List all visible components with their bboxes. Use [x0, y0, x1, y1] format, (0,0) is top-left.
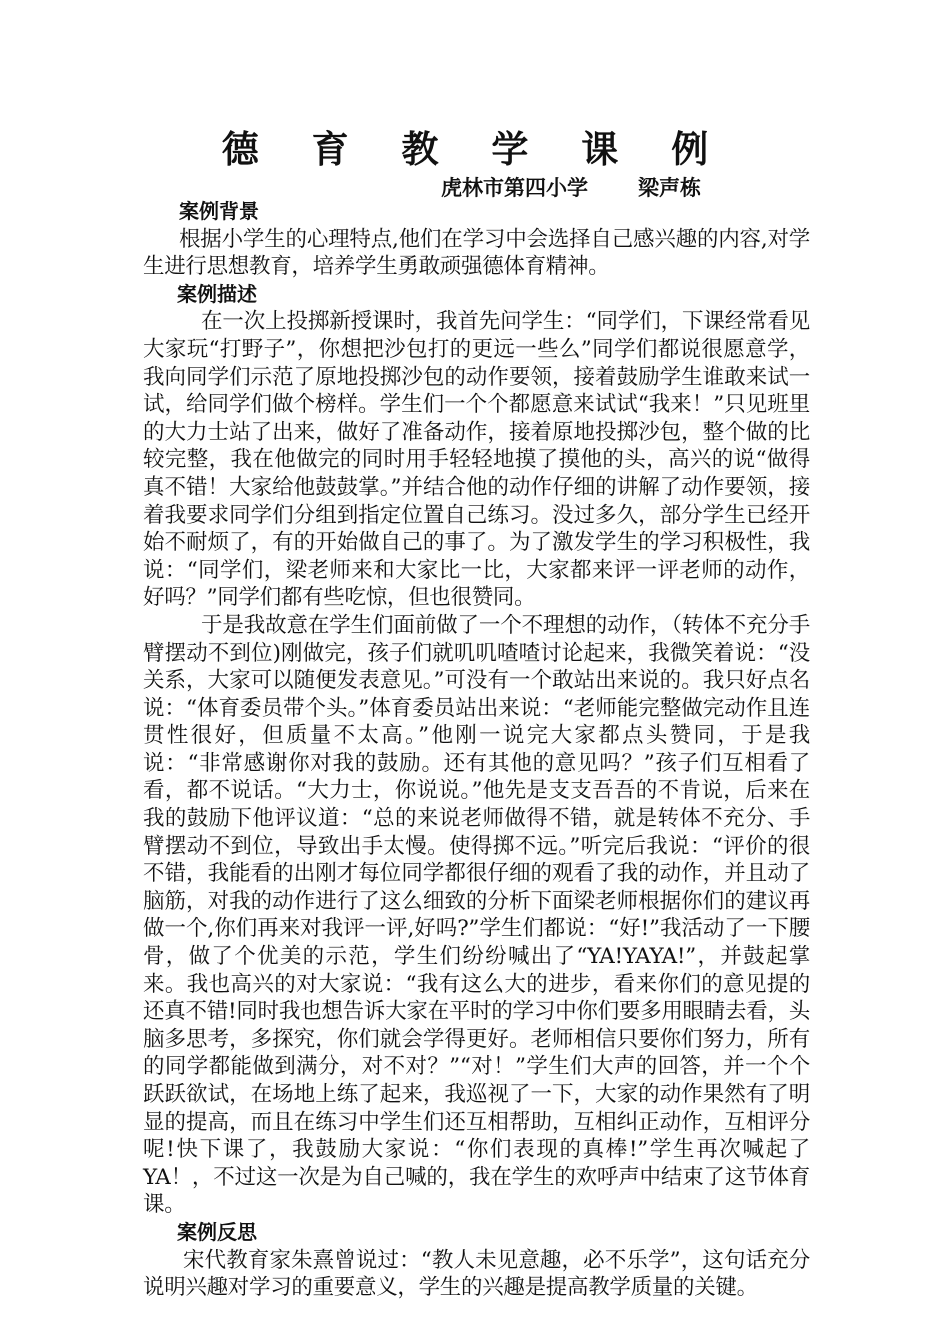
school-name: 虎林市第四小学	[441, 176, 588, 200]
description-paragraph-1: 在一次上投掷新授课时，我首先问学生：“同学们，下课经常看见大家玩“打野子”，你想把沙包打的更远一些么”同学们都说很愿意学，我向同学们示范了原地投掷沙包的动作要领，接着鼓励学生谁敢来试一试，给同学们做个榜样。学生们一个个都愿意来试试“我来！”只见班里的大力士站了出来，做好了准备动作，接着原地投掷沙包，整个做的比较完整，我在他做完的同时用手轻轻地摸了摸他的头，高兴的说“做得真不错！大家给他鼓鼓掌。”并结合他的动作仔细的讲解了动作要领，接着我要求同学们分组到指定位置自己练习。没过多久，部分学生已经开始不耐烦了，有的开始做自己的事了。为了激发学生的学习积极性，我说：“同学们，梁老师来和大家比一比，大家都来评一评老师的动作，好吗？”同学们都有些吃惊，但也很赞同。	[143, 309, 810, 611]
section-heading-reflection: 案例反思	[177, 1219, 257, 1244]
section-heading-background: 案例背景	[179, 199, 259, 223]
document-title: 德 育 教 学 课 例	[221, 128, 729, 171]
description-paragraph-2: 于是我故意在学生们面前做了一个不理想的动作，（转体不充分手臂摆动不到位)刚做完，孩子们就叽叽喳喳讨论起来，我微笑着说：“没关系，大家可以随便发表意见。”可没有一个敢站出来说的。我只好点名说：“体育委员带个头。”体育委员站出来说：“老师能完整做完动作且连贯性很好，但质量不太高。”他刚一说完大家都点头赞同，于是我说：“非常感谢你对我的鼓励。还有其他的意见吗？”孩子们互相看了看，都不说话。“大力士，你说说。”他先是支支吾吾的不肯说，后来在我的鼓励下他评议道：“总的来说老师做得不错，就是转体不充分、手臂摆动不到位，导致出手太慢。使得掷不远。”听完后我说：“评价的很不错，我能看的出刚才每位同学都很仔细的观看了我的动作，并且动了脑筋，对我的动作进行了这么细致的分析下面梁老师根据你们的建议再做一个,你们再来对我评一评,好吗?”学生们都说：“好!”我活动了一下腰骨，做了个优美的示范，学生们纷纷喊出了“YA!YAYA!”，并鼓起掌来。我也高兴的对大家说：“我有这么大的进步，看来你们的意见提的还真不错!同时我也想告诉大家在平时的学习中你们要多用眼睛去看，头脑多思考，多探究，你们就会学得更好。老师相信只要你们努力，所有的同学都能做到满分，对不对？”“对！”学生们大声的回答，并一个个跃跃欲试，在场地上练了起来，我巡视了一下，大家的动作果然有了明显的提高，而且在练习中学生们还互相帮助，互相纠正动作，互相评分呢!快下课了，我鼓励大家说：“你们表现的真棒!”学生再次喊起了YA！，不过这一次是为自己喊的，我在学生的欢呼声中结束了这节体育课。	[143, 612, 810, 1218]
reflection-paragraph: 宋代教育家朱熹曾说过：“教人未见意趣，必不乐学”，这句话充分说明兴趣对学习的重要意义，学生的兴趣是提高教学质量的关键。	[143, 1247, 810, 1301]
section-heading-description: 案例描述	[177, 281, 257, 306]
document-body	[143, 198, 810, 1302]
author-name: 梁声栋	[638, 176, 701, 200]
background-paragraph: 根据小学生的心理特点,他们在学习中会选择自己感兴趣的内容,对学生进行思想教育，培养学生勇敢顽强德体育精神。	[143, 226, 810, 280]
